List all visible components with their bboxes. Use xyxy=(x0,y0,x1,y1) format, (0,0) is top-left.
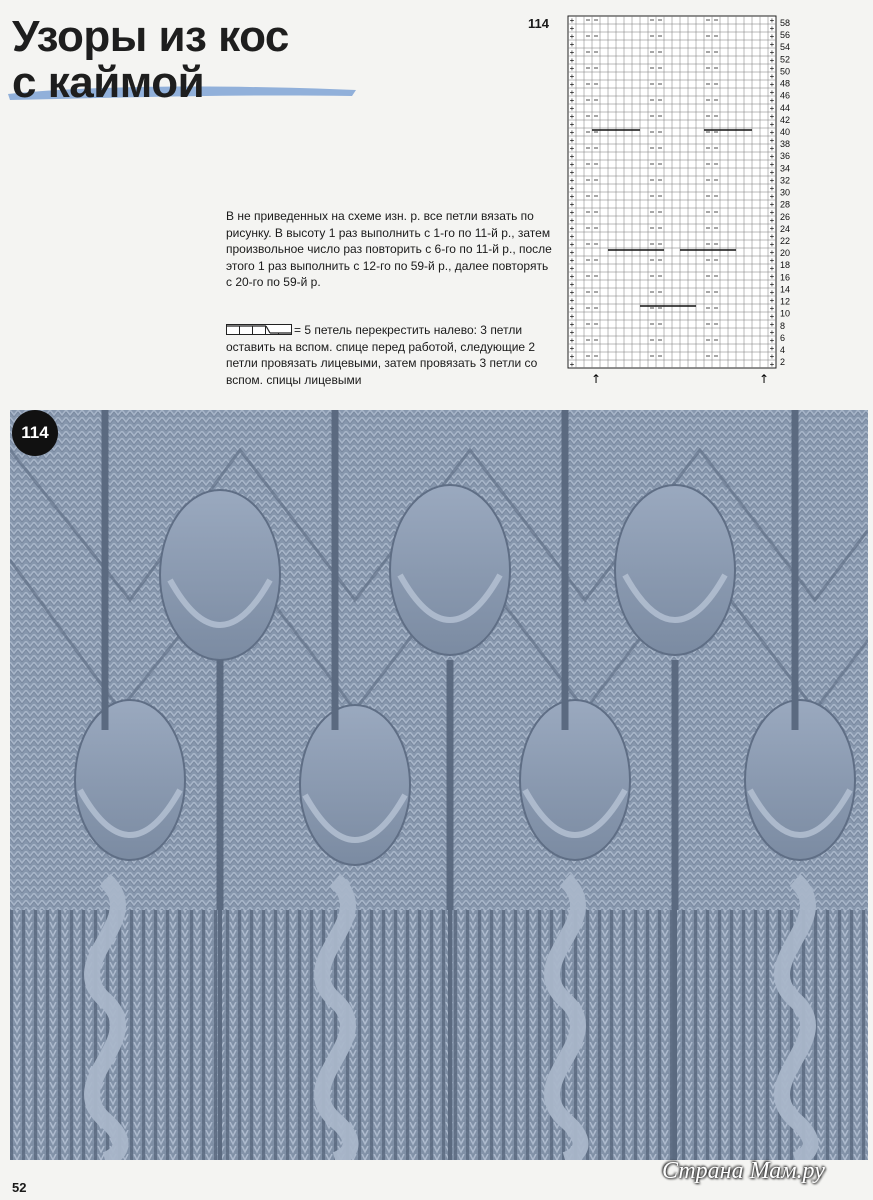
edge-stitch-symbol: + xyxy=(569,120,575,129)
edge-stitch-symbol: + xyxy=(769,352,775,361)
edge-stitch-symbol: + xyxy=(769,80,775,89)
row-number-label: 54 xyxy=(780,42,791,53)
edge-stitch-symbol: + xyxy=(569,128,575,137)
edge-stitch-symbol: + xyxy=(569,304,575,313)
edge-stitch-symbol: + xyxy=(569,184,575,193)
edge-stitch-symbol: + xyxy=(769,104,775,113)
page-number: 52 xyxy=(12,1180,27,1195)
edge-stitch-symbol: + xyxy=(769,40,775,49)
edge-stitch-symbol: + xyxy=(569,48,575,57)
edge-stitch-symbol: + xyxy=(569,24,575,33)
edge-stitch-symbol: + xyxy=(769,280,775,289)
row-number-label: 50 xyxy=(780,66,791,77)
edge-stitch-symbol: + xyxy=(769,176,775,185)
edge-stitch-symbol: + xyxy=(569,40,575,49)
edge-stitch-symbol: + xyxy=(569,32,575,41)
edge-stitch-symbol: + xyxy=(569,344,575,353)
edge-stitch-symbol: + xyxy=(569,208,575,217)
edge-stitch-symbol: + xyxy=(769,96,775,105)
edge-stitch-symbol: + xyxy=(569,336,575,345)
edge-stitch-symbol: + xyxy=(769,72,775,81)
edge-stitch-symbol: + xyxy=(569,216,575,225)
edge-stitch-symbol: + xyxy=(569,176,575,185)
chart-legend xyxy=(226,322,556,388)
row-number-label: 26 xyxy=(780,211,791,222)
edge-stitch-symbol: + xyxy=(569,328,575,337)
row-number-label: 58 xyxy=(780,18,791,28)
cable-pattern-image xyxy=(10,410,868,1160)
edge-stitch-symbol: + xyxy=(569,224,575,233)
row-number-label: 56 xyxy=(780,30,791,41)
edge-stitch-symbol: + xyxy=(569,160,575,169)
row-number-label: 16 xyxy=(780,272,791,283)
chart-number: 114 xyxy=(528,16,549,31)
row-number-label: 4 xyxy=(780,345,786,356)
edge-stitch-symbol: + xyxy=(769,232,775,241)
edge-stitch-symbol: + xyxy=(569,360,575,369)
edge-stitch-symbol: + xyxy=(569,168,575,177)
edge-stitch-symbol: + xyxy=(769,224,775,233)
page-title xyxy=(12,14,289,106)
edge-stitch-symbol: + xyxy=(769,128,775,137)
edge-stitch-symbol: + xyxy=(569,96,575,105)
cross-5-left-symbol xyxy=(226,324,292,335)
edge-stitch-symbol: + xyxy=(769,320,775,329)
edge-stitch-symbol: + xyxy=(769,136,775,145)
row-number-label: 2 xyxy=(780,357,786,368)
row-number-label: 28 xyxy=(780,199,791,210)
edge-stitch-symbol: + xyxy=(769,56,775,65)
edge-stitch-symbol: + xyxy=(569,64,575,73)
row-number-label: 12 xyxy=(780,296,791,307)
knitting-chart-grid xyxy=(560,8,810,388)
edge-stitch-symbol: + xyxy=(769,208,775,217)
edge-stitch-symbol: + xyxy=(569,320,575,329)
edge-stitch-symbol: + xyxy=(569,136,575,145)
edge-stitch-symbol: + xyxy=(569,104,575,113)
row-number-label: 10 xyxy=(780,308,791,319)
edge-stitch-symbol: + xyxy=(569,152,575,161)
edge-stitch-symbol: + xyxy=(769,152,775,161)
repeat-arrow: ↑ xyxy=(590,372,602,386)
edge-stitch-symbol: + xyxy=(769,360,775,369)
edge-stitch-symbol: + xyxy=(769,312,775,321)
knitting-chart xyxy=(560,8,810,388)
edge-stitch-symbol: + xyxy=(569,56,575,65)
edge-stitch-symbol: + xyxy=(769,88,775,97)
row-number-label: 34 xyxy=(780,163,791,174)
edge-stitch-symbol: + xyxy=(769,328,775,337)
row-number-label: 42 xyxy=(780,114,791,125)
row-number-label: 24 xyxy=(780,223,791,234)
edge-stitch-symbol: + xyxy=(769,296,775,305)
edge-stitch-symbol: + xyxy=(769,64,775,73)
edge-stitch-symbol: + xyxy=(569,192,575,201)
edge-stitch-symbol: + xyxy=(569,280,575,289)
edge-stitch-symbol: + xyxy=(769,264,775,273)
edge-stitch-symbol: + xyxy=(769,120,775,129)
edge-stitch-symbol: + xyxy=(769,24,775,33)
edge-stitch-symbol: + xyxy=(569,72,575,81)
row-number-label: 22 xyxy=(780,236,791,247)
row-number-label: 52 xyxy=(780,54,791,65)
edge-stitch-symbol: + xyxy=(769,200,775,209)
row-number-label: 40 xyxy=(780,127,791,138)
edge-stitch-symbol: + xyxy=(569,312,575,321)
edge-stitch-symbol: + xyxy=(569,240,575,249)
edge-stitch-symbol: + xyxy=(769,256,775,265)
edge-stitch-symbol: + xyxy=(769,216,775,225)
edge-stitch-symbol: + xyxy=(769,168,775,177)
edge-stitch-symbol: + xyxy=(769,112,775,121)
title-line-1: Узоры из кос xyxy=(12,12,289,61)
edge-stitch-symbol: + xyxy=(769,344,775,353)
edge-stitch-symbol: + xyxy=(769,160,775,169)
edge-stitch-symbol: + xyxy=(569,80,575,89)
edge-stitch-symbol: + xyxy=(569,264,575,273)
edge-stitch-symbol: + xyxy=(569,256,575,265)
row-number-label: 30 xyxy=(780,187,791,198)
edge-stitch-symbol: + xyxy=(769,48,775,57)
edge-stitch-symbol: + xyxy=(769,16,775,25)
row-number-label: 14 xyxy=(780,284,791,295)
edge-stitch-symbol: + xyxy=(569,352,575,361)
row-number-label: 8 xyxy=(780,320,786,331)
row-number-label: 46 xyxy=(780,90,791,101)
edge-stitch-symbol: + xyxy=(769,144,775,153)
pattern-number-badge: 114 xyxy=(12,410,58,456)
edge-stitch-symbol: + xyxy=(569,248,575,257)
edge-stitch-symbol: + xyxy=(769,336,775,345)
edge-stitch-symbol: + xyxy=(769,184,775,193)
edge-stitch-symbol: + xyxy=(569,232,575,241)
edge-stitch-symbol: + xyxy=(769,32,775,41)
edge-stitch-symbol: + xyxy=(569,144,575,153)
edge-stitch-symbol: + xyxy=(569,112,575,121)
repeat-arrow: ↑ xyxy=(758,372,770,386)
edge-stitch-symbol: + xyxy=(769,240,775,249)
row-number-label: 38 xyxy=(780,139,791,150)
row-number-label: 36 xyxy=(780,151,791,162)
row-number-label: 44 xyxy=(780,102,791,113)
row-number-label: 32 xyxy=(780,175,791,186)
edge-stitch-symbol: + xyxy=(769,304,775,313)
edge-stitch-symbol: + xyxy=(769,272,775,281)
edge-stitch-symbol: + xyxy=(569,296,575,305)
edge-stitch-symbol: + xyxy=(569,16,575,25)
edge-stitch-symbol: + xyxy=(569,200,575,209)
row-number-label: 20 xyxy=(780,248,791,259)
legend-text: = 5 петель перекрестить налево: 3 петли оставить на вспом. спице перед работой, следующие 2 петли провязать лицевыми, затем провязать 3 петли со вспом. спицы лицевыми xyxy=(226,323,538,387)
row-number-label: 6 xyxy=(780,332,786,343)
row-number-label: 48 xyxy=(780,78,791,89)
edge-stitch-symbol: + xyxy=(569,88,575,97)
site-watermark: Страна Мам.ру xyxy=(662,1158,825,1184)
pattern-description: В не приведенных на схеме изн. р. все петли вязать по рисунку. В высоту 1 раз выполнить с 1-го по 11-й р., затем произвольное число раз повторить с 6-го по 11-й р., после этого 1 раз выполнить с 12-го по 59-й р., далее повторять с 20-го по 59-й р. xyxy=(226,209,552,289)
edge-stitch-symbol: + xyxy=(769,192,775,201)
edge-stitch-symbol: + xyxy=(769,288,775,297)
title-line-2: с каймой xyxy=(12,58,205,107)
row-number-label: 18 xyxy=(780,260,791,271)
edge-stitch-symbol: + xyxy=(769,248,775,257)
edge-stitch-symbol: + xyxy=(569,272,575,281)
edge-stitch-symbol: + xyxy=(569,288,575,297)
knitted-sample-photo xyxy=(10,410,868,1160)
